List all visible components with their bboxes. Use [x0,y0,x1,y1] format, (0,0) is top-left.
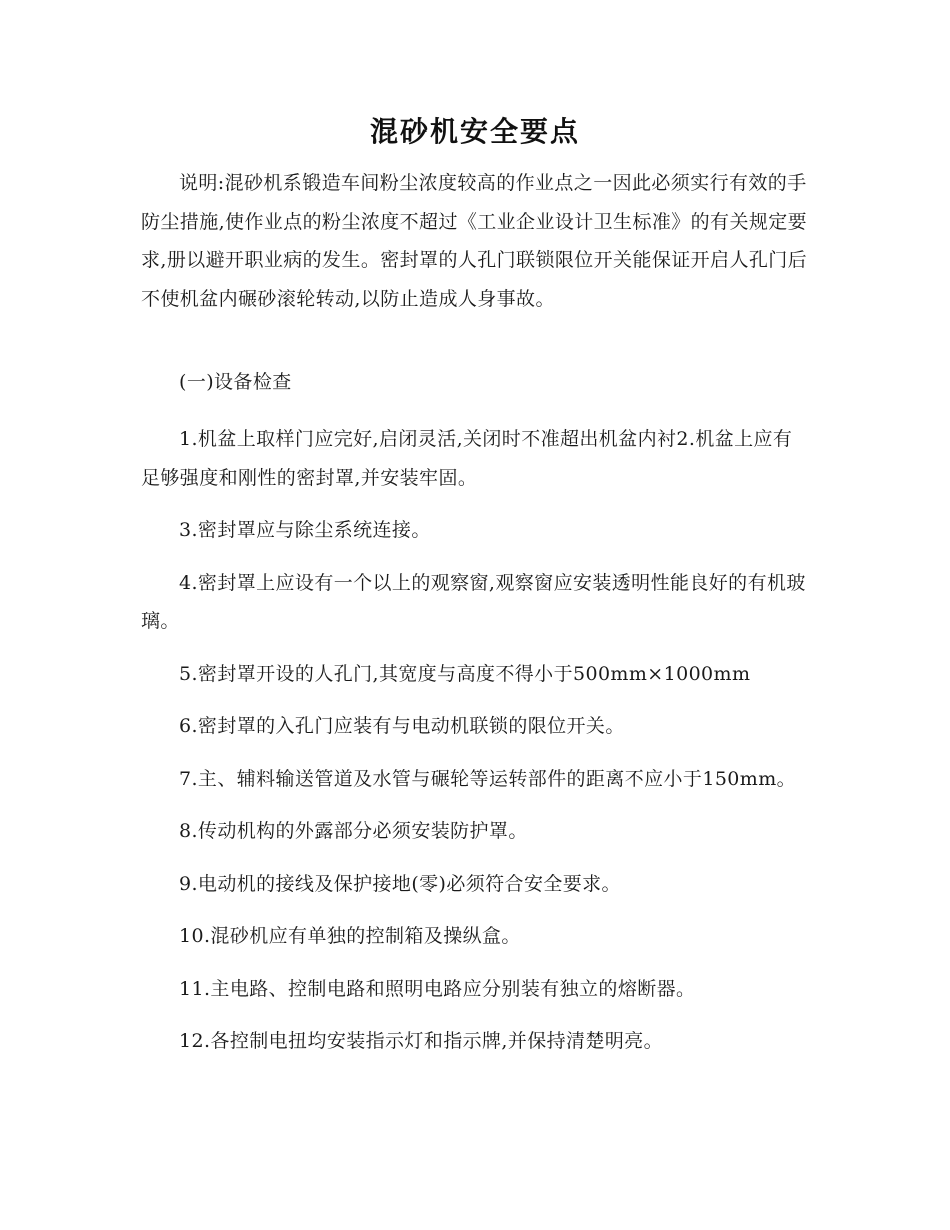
document-title: 混砂机安全要点 [369,115,580,148]
checklist [141,420,811,1075]
checklist-item: 3.密封罩应与除尘系统连接。 [179,519,431,541]
checklist-item: 10.混砂机应有单独的控制箱及操纵盒。 [179,925,521,947]
checklist-item: 12.各控制电扭均安装指示灯和指示牌,并保持清楚明亮。 [179,1030,664,1052]
checklist-item: 9.电动机的接线及保护接地(零)必须符合安全要求。 [179,872,621,895]
checklist-item: 1.机盆上取样门应完好,启闭灵活,关闭时不准超出机盆内衬2.机盆上应有足够强度和刚性的密封罩,并安装牢固。 [141,428,793,489]
checklist-item: 11.主电路、控制电路和照明电路应分别装有独立的熔断器。 [179,977,696,1000]
checklist-item: 5.密封罩开设的人孔门,其宽度与高度不得小于500mm×1000mm [179,662,751,685]
intro-paragraph-block [141,164,811,318]
checklist-item: 6.密封罩的入孔门应装有与电动机联锁的限位开关。 [179,715,625,737]
intro-paragraph: 说明:混砂机系锻造车间粉尘浓度较高的作业点之一因此必须实行有效的手防尘措施,使作业点的粉尘浓度不超过《工业企业设计卫生标准》的有关规定要求,册以避开职业病的发生。密封罩的人孔门联锁限位开关能保证开启人孔门后不使机盆内碾砂滚轮转动,以防止造成人身事故。 [141,172,808,310]
section-heading: (一)设备检查 [179,371,292,393]
checklist-item: 4.密封罩上应设有一个以上的观察窗,观察窗应安装透明性能良好的有机玻璃。 [141,571,806,632]
checklist-item: 8.传动机构的外露部分必须安装防护罩。 [179,820,528,842]
checklist-item: 7.主、辅料输送管道及水管与碾轮等运转部件的距离不应小于150mm。 [179,767,797,790]
section-heading-block [141,363,811,402]
